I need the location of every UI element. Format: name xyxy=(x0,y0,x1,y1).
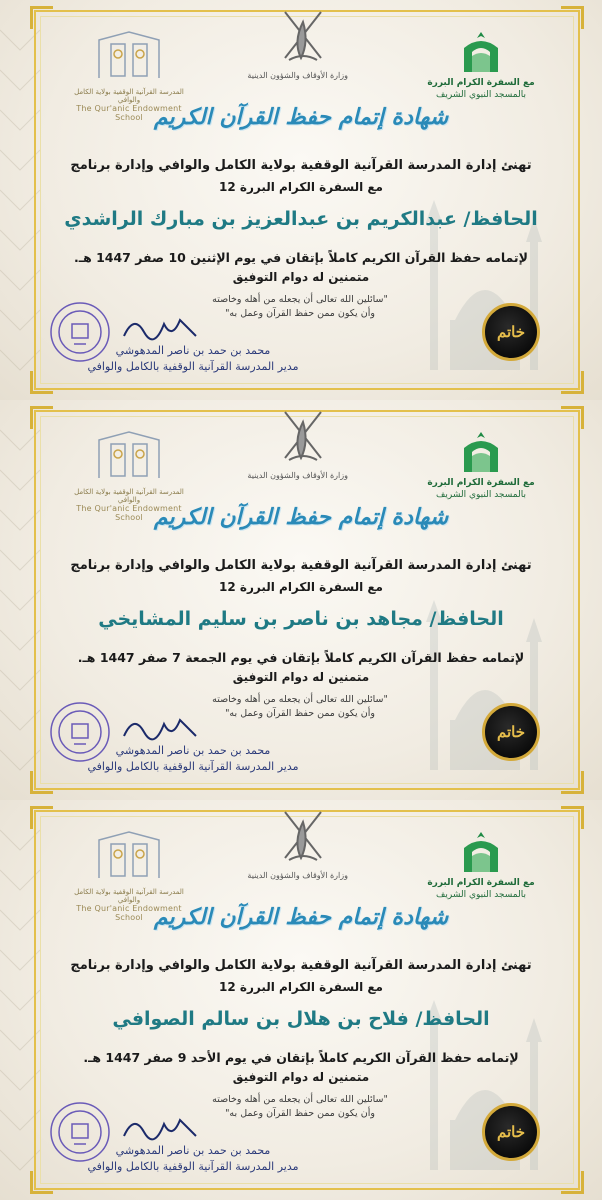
sponsor-line-2: بالمسجد النبوي الشريف xyxy=(436,489,526,500)
completion-line: لإتمامه حفظ القرآن الكريم كاملاً بإتقان في يوم الأحد 9 صفر 1447 هـ. xyxy=(83,1050,519,1065)
signature xyxy=(120,310,200,344)
sponsor-logo xyxy=(416,30,546,101)
wish-line: متمنين له دوام التوفيق xyxy=(232,1070,370,1084)
congratulation-line: تهنئ إدارة المدرسة القرآنية الوقفية بولاية الكامل والوافي وإدارة برنامج xyxy=(70,958,532,973)
prayer-line-1: "سائلين الله تعالى أن يجعله من أهله وخاصته xyxy=(212,1094,388,1105)
certificate-title: شهادة إتمام حفظ القرآن الكريم xyxy=(153,504,449,530)
khatim-badge xyxy=(482,303,540,361)
sponsor-logo xyxy=(416,830,546,901)
program-line: مع السفرة الكرام البررة 12 xyxy=(218,980,383,994)
certificate xyxy=(0,400,602,800)
corner-ornament xyxy=(561,1171,584,1194)
corner-ornament xyxy=(561,406,584,429)
ministry-name: وزارة الأوقاف والشؤون الدينية xyxy=(247,71,348,80)
signature xyxy=(120,710,200,744)
badge-label: خاتم xyxy=(496,723,525,741)
holder-name: الحافظ/ فلاح بن هلال بن سالم الصوافي xyxy=(112,1008,490,1030)
corner-ornament xyxy=(561,806,584,829)
corner-ornament xyxy=(561,371,584,394)
holder-name: الحافظ/ عبدالكريم بن عبدالعزيز بن مبارك الراشدي xyxy=(64,208,538,230)
school-name-english: The Qur'anic Endowment School xyxy=(76,104,182,122)
corner-ornament xyxy=(30,1171,53,1194)
school-name-english: The Qur'anic Endowment School xyxy=(76,504,182,522)
prayer-line-2: وأن يكون ممن حفظ القرآن وعمل به" xyxy=(225,708,375,719)
wish-line: متمنين له دوام التوفيق xyxy=(232,270,370,284)
ministry-logo xyxy=(247,808,348,880)
ministry-name: وزارة الأوقاف والشؤون الدينية xyxy=(247,471,348,480)
signer-name: محمد بن حمد بن ناصر المدهوشي xyxy=(115,744,271,757)
sponsor-emblem-icon xyxy=(456,30,506,74)
khatim-badge xyxy=(482,703,540,761)
wish-line: متمنين له دوام التوفيق xyxy=(232,670,370,684)
prayer-line-1: "سائلين الله تعالى أن يجعله من أهله وخاصته xyxy=(212,694,388,705)
sponsor-emblem-icon xyxy=(456,430,506,474)
prayer-line-2: وأن يكون ممن حفظ القرآن وعمل به" xyxy=(225,308,375,319)
school-name-english: The Qur'anic Endowment School xyxy=(76,904,182,922)
signature xyxy=(120,1110,200,1144)
corner-ornament xyxy=(30,806,53,829)
corner-ornament xyxy=(30,771,53,794)
school-emblem-icon xyxy=(89,428,169,484)
completion-line: لإتمامه حفظ القرآن الكريم كاملاً بإتقان في يوم الجمعة 7 صفر 1447 هـ. xyxy=(77,650,525,665)
badge-label: خاتم xyxy=(496,323,525,341)
signer-title: مدير المدرسة القرآنية الوقفية بالكامل والوافي xyxy=(87,760,299,773)
sponsor-line-2: بالمسجد النبوي الشريف xyxy=(436,889,526,900)
ministry-name: وزارة الأوقاف والشؤون الدينية xyxy=(247,871,348,880)
sponsor-line-1: مع السفرة الكرام البررة xyxy=(427,478,535,488)
signer-name: محمد بن حمد بن ناصر المدهوشي xyxy=(115,1144,271,1157)
certificate-title: شهادة إتمام حفظ القرآن الكريم xyxy=(153,104,449,130)
khanjar-emblem-icon xyxy=(279,408,327,466)
signer-name: محمد بن حمد بن ناصر المدهوشي xyxy=(115,344,271,357)
school-name-arabic: المدرسة القرآنية الوقفية بولاية الكامل والوافي xyxy=(74,888,184,904)
corner-ornament xyxy=(561,6,584,29)
badge-label: خاتم xyxy=(496,1123,525,1141)
prayer-line-2: وأن يكون ممن حفظ القرآن وعمل به" xyxy=(225,1108,375,1119)
holder-name: الحافظ/ مجاهد بن ناصر بن سليم المشايخي xyxy=(98,608,504,630)
corner-ornament xyxy=(561,771,584,794)
certificate xyxy=(0,800,602,1200)
sponsor-line-2: بالمسجد النبوي الشريف xyxy=(436,89,526,100)
signer-title: مدير المدرسة القرآنية الوقفية بالكامل والوافي xyxy=(87,360,299,373)
sponsor-line-1: مع السفرة الكرام البررة xyxy=(427,78,535,88)
sponsor-line-1: مع السفرة الكرام البررة xyxy=(427,878,535,888)
school-emblem-icon xyxy=(89,828,169,884)
school-name-arabic: المدرسة القرآنية الوقفية بولاية الكامل والوافي xyxy=(74,488,184,504)
signer-title: مدير المدرسة القرآنية الوقفية بالكامل والوافي xyxy=(87,1160,299,1173)
corner-ornament xyxy=(30,406,53,429)
certificate-title: شهادة إتمام حفظ القرآن الكريم xyxy=(153,904,449,930)
sponsor-emblem-icon xyxy=(456,830,506,874)
school-emblem-icon xyxy=(89,28,169,84)
ministry-logo xyxy=(247,408,348,480)
khatim-badge xyxy=(482,1103,540,1161)
certificate xyxy=(0,0,602,400)
congratulation-line: تهنئ إدارة المدرسة القرآنية الوقفية بولاية الكامل والوافي وإدارة برنامج xyxy=(70,558,532,573)
program-line: مع السفرة الكرام البررة 12 xyxy=(218,180,383,194)
khanjar-emblem-icon xyxy=(279,808,327,866)
sponsor-logo xyxy=(416,430,546,501)
corner-ornament xyxy=(30,371,53,394)
completion-line: لإتمامه حفظ القرآن الكريم كاملاً بإتقان في يوم الإثنين 10 صفر 1447 هـ. xyxy=(74,250,528,265)
prayer-line-1: "سائلين الله تعالى أن يجعله من أهله وخاصته xyxy=(212,294,388,305)
ministry-logo xyxy=(247,8,348,80)
school-name-arabic: المدرسة القرآنية الوقفية بولاية الكامل والوافي xyxy=(74,88,184,104)
program-line: مع السفرة الكرام البررة 12 xyxy=(218,580,383,594)
khanjar-emblem-icon xyxy=(279,8,327,66)
corner-ornament xyxy=(30,6,53,29)
congratulation-line: تهنئ إدارة المدرسة القرآنية الوقفية بولاية الكامل والوافي وإدارة برنامج xyxy=(70,158,532,173)
